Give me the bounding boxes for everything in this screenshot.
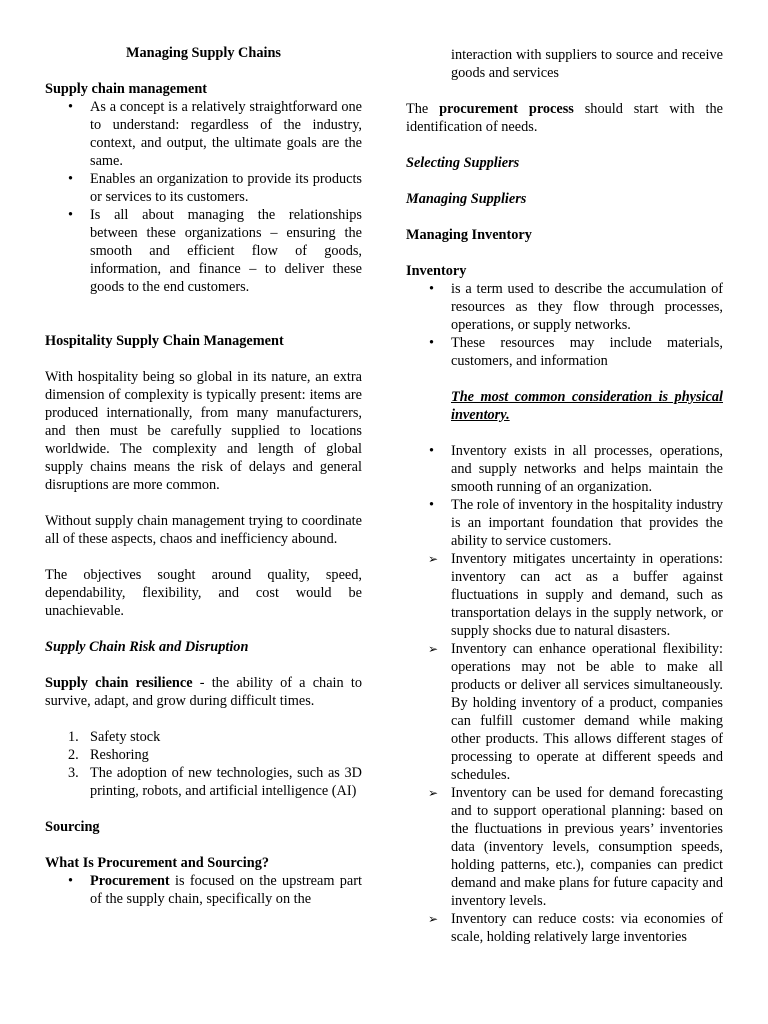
- list-item: • These resources may include materials, customers, and information: [406, 334, 723, 370]
- procurement-term: Procurement: [90, 873, 170, 889]
- list-text: Inventory can be used for demand forecasting and to support operational planning: based on the fluctuations in previous years’ inventories data (inventory levels, consumption speeds, holding patterns, etc.), companies can predict demand and make plans for future capacity and inventory levels.: [451, 785, 723, 909]
- inventory-bullet-list: [406, 280, 723, 370]
- process-paragraph: [406, 100, 723, 136]
- procurement-list: [45, 872, 362, 908]
- paragraph: Without supply chain management trying to coordinate all of these aspects, chaos and inefficiency abound.: [45, 513, 362, 547]
- list-text: Inventory can reduce costs: via economies of scale, holding relatively large inventories: [451, 911, 723, 945]
- process-pre: The: [406, 101, 440, 117]
- inventory-heading: Inventory: [406, 263, 467, 279]
- list-item: [45, 872, 362, 908]
- paragraph: With hospitality being so global in its nature, an extra dimension of complexity is typically present: items are produced internationally, from many manufacturers, and then must be carefully supplied to locations worldwide. The complexity and length of global supply chains means the risk of delays and general disruptions are more common.: [45, 369, 362, 493]
- list-item: • is a term used to describe the accumulation of resources as they flow through processes, operations, or supply networks.: [406, 280, 723, 334]
- list-item: [406, 784, 723, 910]
- procurement-heading: What Is Procurement and Sourcing?: [45, 855, 270, 871]
- role-bullet-list: [406, 442, 723, 550]
- process-post: should start with the identification of needs.: [406, 101, 723, 135]
- list-text: Safety stock: [90, 729, 161, 745]
- list-text: Reshoring: [90, 747, 149, 763]
- managing-inventory-heading: Managing Inventory: [406, 227, 532, 243]
- arrow-bullet-icon: ➢: [428, 642, 439, 656]
- right-column: [406, 46, 723, 946]
- page-title: Managing Supply Chains: [126, 45, 281, 61]
- list-item: • Enables an organization to provide its products or services to its customers.: [45, 170, 362, 206]
- resilience-definition: - the ability of a chain to survive, adapt, and grow during difficult times.: [45, 675, 362, 709]
- risk-heading: Supply Chain Risk and Disruption: [45, 639, 249, 655]
- arrow-bullet-list: [406, 550, 723, 946]
- scm-heading: Supply chain management: [45, 81, 208, 97]
- left-column: [45, 44, 362, 908]
- resilience-list: [45, 728, 362, 800]
- physical-inventory-note: The most common consideration is physical inventory.: [451, 389, 723, 423]
- list-item: • As a concept is a relatively straightforward one to understand: regardless of the industry, context, and output, the ultimate goals are the same.: [45, 98, 362, 170]
- list-item: [406, 910, 723, 946]
- resilience-paragraph: [45, 674, 362, 710]
- list-item: [406, 640, 723, 784]
- paragraph: The objectives sought around quality, speed, dependability, flexibility, and cost would be unachievable.: [45, 567, 362, 619]
- list-item: • Inventory exists in all processes, operations, and supply networks and helps maintain the smooth running of an organization.: [406, 442, 723, 496]
- list-item: [45, 728, 362, 746]
- resilience-term: Supply chain resilience: [45, 675, 193, 691]
- sourcing-heading: Sourcing: [45, 819, 100, 835]
- list-text: Inventory can enhance operational flexibility: operations may not be able to make all products or deliver all services simultaneously. By holding inventory of a product, companies can fulfill customer demand while making other products. This allows different stages of processing to operate at different speeds and schedules.: [451, 641, 723, 783]
- list-item: [406, 550, 723, 640]
- list-item: • The role of inventory in the hospitality industry is an important foundation that provides the ability to service customers.: [406, 496, 723, 550]
- scm-bullet-list: [45, 98, 362, 296]
- arrow-bullet-icon: ➢: [428, 912, 439, 926]
- list-item: • Is all about managing the relationships between these organizations – ensuring the smooth and efficient flow of goods, information, and finance – to deliver these goods to the end customers.: [45, 206, 362, 296]
- list-number: 3.: [68, 765, 79, 781]
- procurement-definition: is focused on the upstream part of the supply chain, specifically on the: [90, 873, 362, 907]
- list-text: The adoption of new technologies, such as 3D printing, robots, and artificial intelligence (AI): [90, 765, 362, 799]
- arrow-bullet-icon: ➢: [428, 552, 439, 566]
- managing-suppliers-heading: Managing Suppliers: [406, 191, 527, 207]
- arrow-bullet-icon: ➢: [428, 786, 439, 800]
- list-text: Inventory mitigates uncertainty in operations: inventory can act as a buffer against fluctuations in supply and demand, such as transportation delays in the supply network, or supply shocks due to natural disasters.: [451, 551, 723, 639]
- selecting-suppliers-heading: Selecting Suppliers: [406, 155, 520, 171]
- list-number: 2.: [68, 747, 79, 763]
- hospitality-heading: Hospitality Supply Chain Management: [45, 333, 284, 349]
- list-number: 1.: [68, 729, 79, 745]
- list-item: [45, 746, 362, 764]
- process-term: procurement process: [439, 101, 574, 117]
- procurement-continuation: interaction with suppliers to source and receive goods and services: [451, 47, 723, 81]
- list-item: [45, 764, 362, 800]
